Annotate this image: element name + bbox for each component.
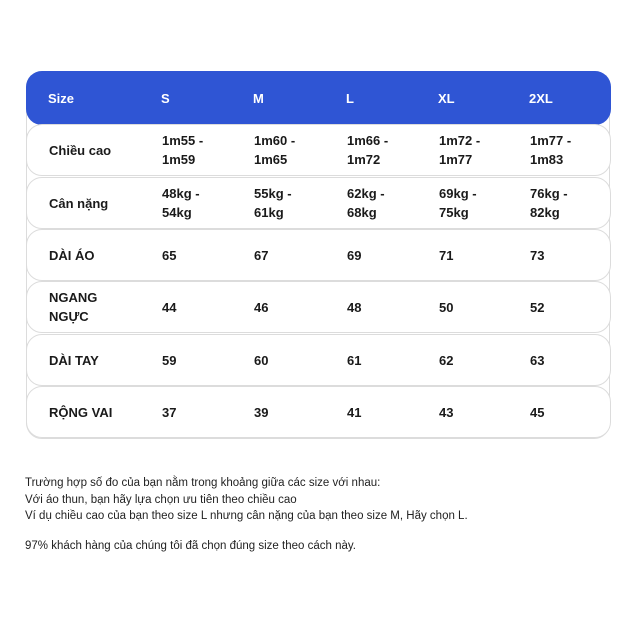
note-line-2: Với áo thun, bạn hãy lựa chọn ưu tiên theo chiều cao	[25, 493, 297, 506]
size-header-xl: XL	[438, 90, 455, 106]
cell-value: 46	[254, 299, 269, 315]
note-line-3: Ví dụ chiều cao của bạn theo size L nhưng cân nặng của bạn theo size M, Hãy chọn L.	[25, 510, 468, 522]
row-label: DÀI TAY	[49, 352, 99, 368]
row-label: Chiều cao	[49, 142, 112, 158]
cell-value: 69kg - 75kg	[439, 186, 477, 220]
cell-value: 48	[347, 299, 362, 315]
cell-value: 37	[162, 404, 177, 420]
cell-value: 1m77 - 1m83	[530, 133, 572, 167]
size-header-2xl: 2XL	[529, 90, 553, 106]
cell-value: 45	[530, 404, 545, 420]
table-row-height	[26, 124, 611, 176]
cell-value: 62	[439, 352, 454, 368]
table-row-sleeve-length	[26, 334, 611, 386]
cell-value: 69	[347, 247, 362, 263]
size-chart-table	[26, 71, 610, 439]
table-row-chest-width	[26, 281, 611, 333]
note-line-4: 97% khách hàng của chúng tôi đã chọn đúng size theo cách này.	[25, 539, 356, 552]
row-label: RỘNG VAI	[49, 404, 113, 420]
cell-value: 63	[530, 352, 545, 368]
cell-value: 71	[439, 247, 454, 263]
row-label: NGANG NGỰC	[49, 290, 98, 324]
size-guide-notes	[25, 475, 615, 554]
cell-value: 48kg - 54kg	[162, 186, 200, 220]
size-header-label: Size	[48, 90, 75, 106]
cell-value: 50	[439, 299, 454, 315]
cell-value: 1m55 - 1m59	[162, 133, 204, 167]
cell-value: 60	[254, 352, 269, 368]
cell-value: 55kg - 61kg	[254, 186, 292, 220]
cell-value: 76kg - 82kg	[530, 186, 568, 220]
size-header-row	[26, 71, 611, 125]
cell-value: 62kg - 68kg	[347, 186, 385, 220]
cell-value: 59	[162, 352, 177, 368]
size-header-l: L	[346, 90, 354, 106]
cell-value: 1m66 - 1m72	[347, 133, 389, 167]
cell-value: 1m72 - 1m77	[439, 133, 481, 167]
table-row-weight	[26, 177, 611, 229]
cell-value: 1m60 - 1m65	[254, 133, 296, 167]
cell-value: 73	[530, 247, 545, 263]
cell-value: 65	[162, 247, 177, 263]
cell-value: 44	[162, 299, 177, 315]
cell-value: 43	[439, 404, 454, 420]
size-header-s: S	[161, 90, 170, 106]
table-row-shoulder-width	[26, 386, 611, 438]
row-label: Cân nặng	[49, 195, 109, 211]
cell-value: 41	[347, 404, 362, 420]
row-label: DÀI ÁO	[49, 247, 95, 263]
cell-value: 61	[347, 352, 362, 368]
cell-value: 39	[254, 404, 269, 420]
cell-value: 52	[530, 299, 545, 315]
cell-value: 67	[254, 247, 269, 263]
note-line-1: Trường hợp số đo của bạn nằm trong khoảng giữa các size với nhau:	[25, 477, 381, 489]
notes-spacer	[25, 525, 615, 538]
size-header-m: M	[253, 90, 264, 106]
table-row-shirt-length	[26, 229, 611, 281]
